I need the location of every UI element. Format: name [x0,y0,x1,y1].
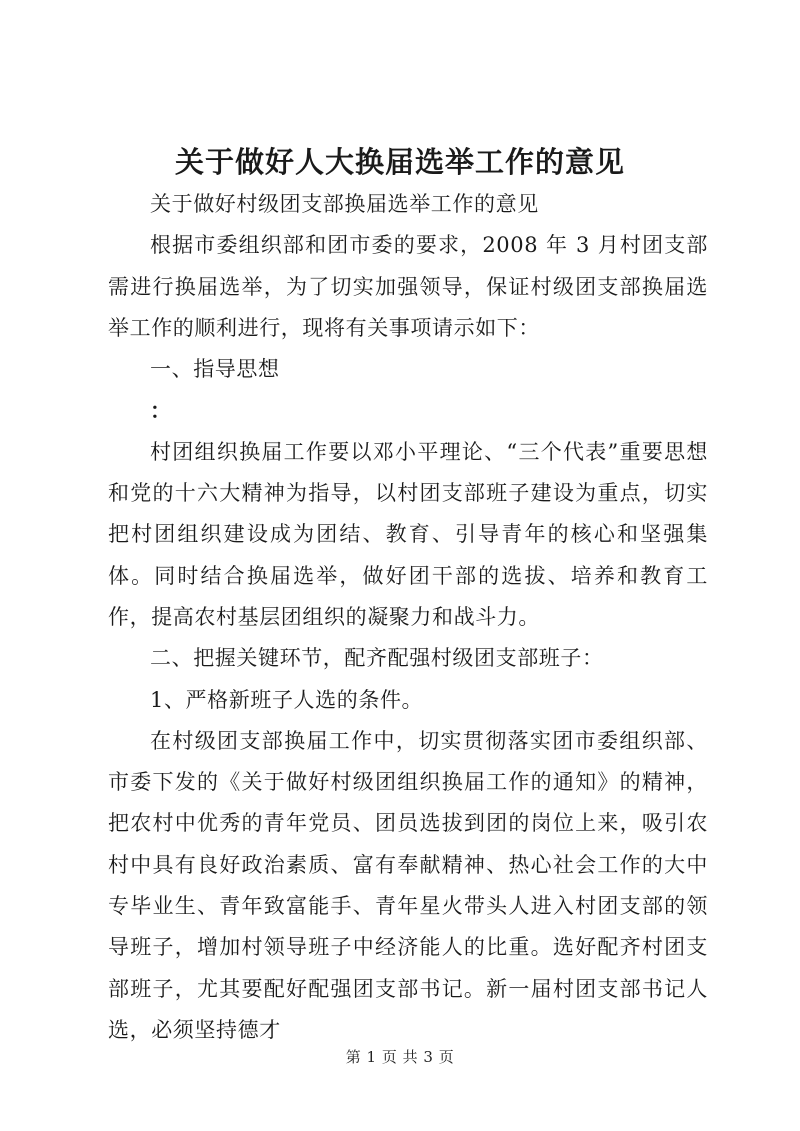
section-heading-guiding-ideology: 一、指导思想 [150,357,280,382]
section-heading-key-links: 二、把握关键环节，配齐配强村级团支部班子： [150,646,604,671]
subsection-heading-conditions: 1、严格新班子人选的条件。 [150,687,424,712]
intro-paragraph: 根据市委组织部和团市委的要求，2008 年 3 月村团支部需进行换届选举，为了切实加强领导，保证村级团支部换届选举工作的顺利进行，现将有关事项请示如下： [108,233,708,340]
document-body [108,184,708,1051]
conditions-paragraph: 在村级团支部换届工作中，切实贯彻落实团市委组织部、市委下发的《关于做好村级团组织换届工作的通知》的精神，把农村中优秀的青年党员、团员选拔到团的岗位上来，吸引农村中具有良好政治素质、富有奉献精神、热心社会工作的大中专毕业生、青年致富能手、青年星火带头人进入村团支部的领导班子，增加村领导班子中经济能人的比重。选好配齐村团支部班子，尤其要配好配强团支部书记。新一届村团支部书记人选，必须坚持德才 [108,728,708,1042]
colon-line: ： [150,398,172,424]
subtitle-paragraph: 关于做好村级团支部换届选举工作的意见 [150,192,539,216]
document-title: 关于做好人大换届选举工作的意见 [174,145,625,179]
page-footer: 第 1 页 共 3 页 [345,1048,455,1066]
guiding-ideology-paragraph: 村团组织换届工作要以邓小平理论、“三个代表”重要思想和党的十六大精神为指导，以村团支部班子建设为重点，切实把村团组织建设成为团结、教育、引导青年的核心和坚强集体。同时结合换届选举，做好团干部的选拔、培养和教育工作，提高农村基层团组织的凝聚力和战斗力。 [108,439,708,629]
